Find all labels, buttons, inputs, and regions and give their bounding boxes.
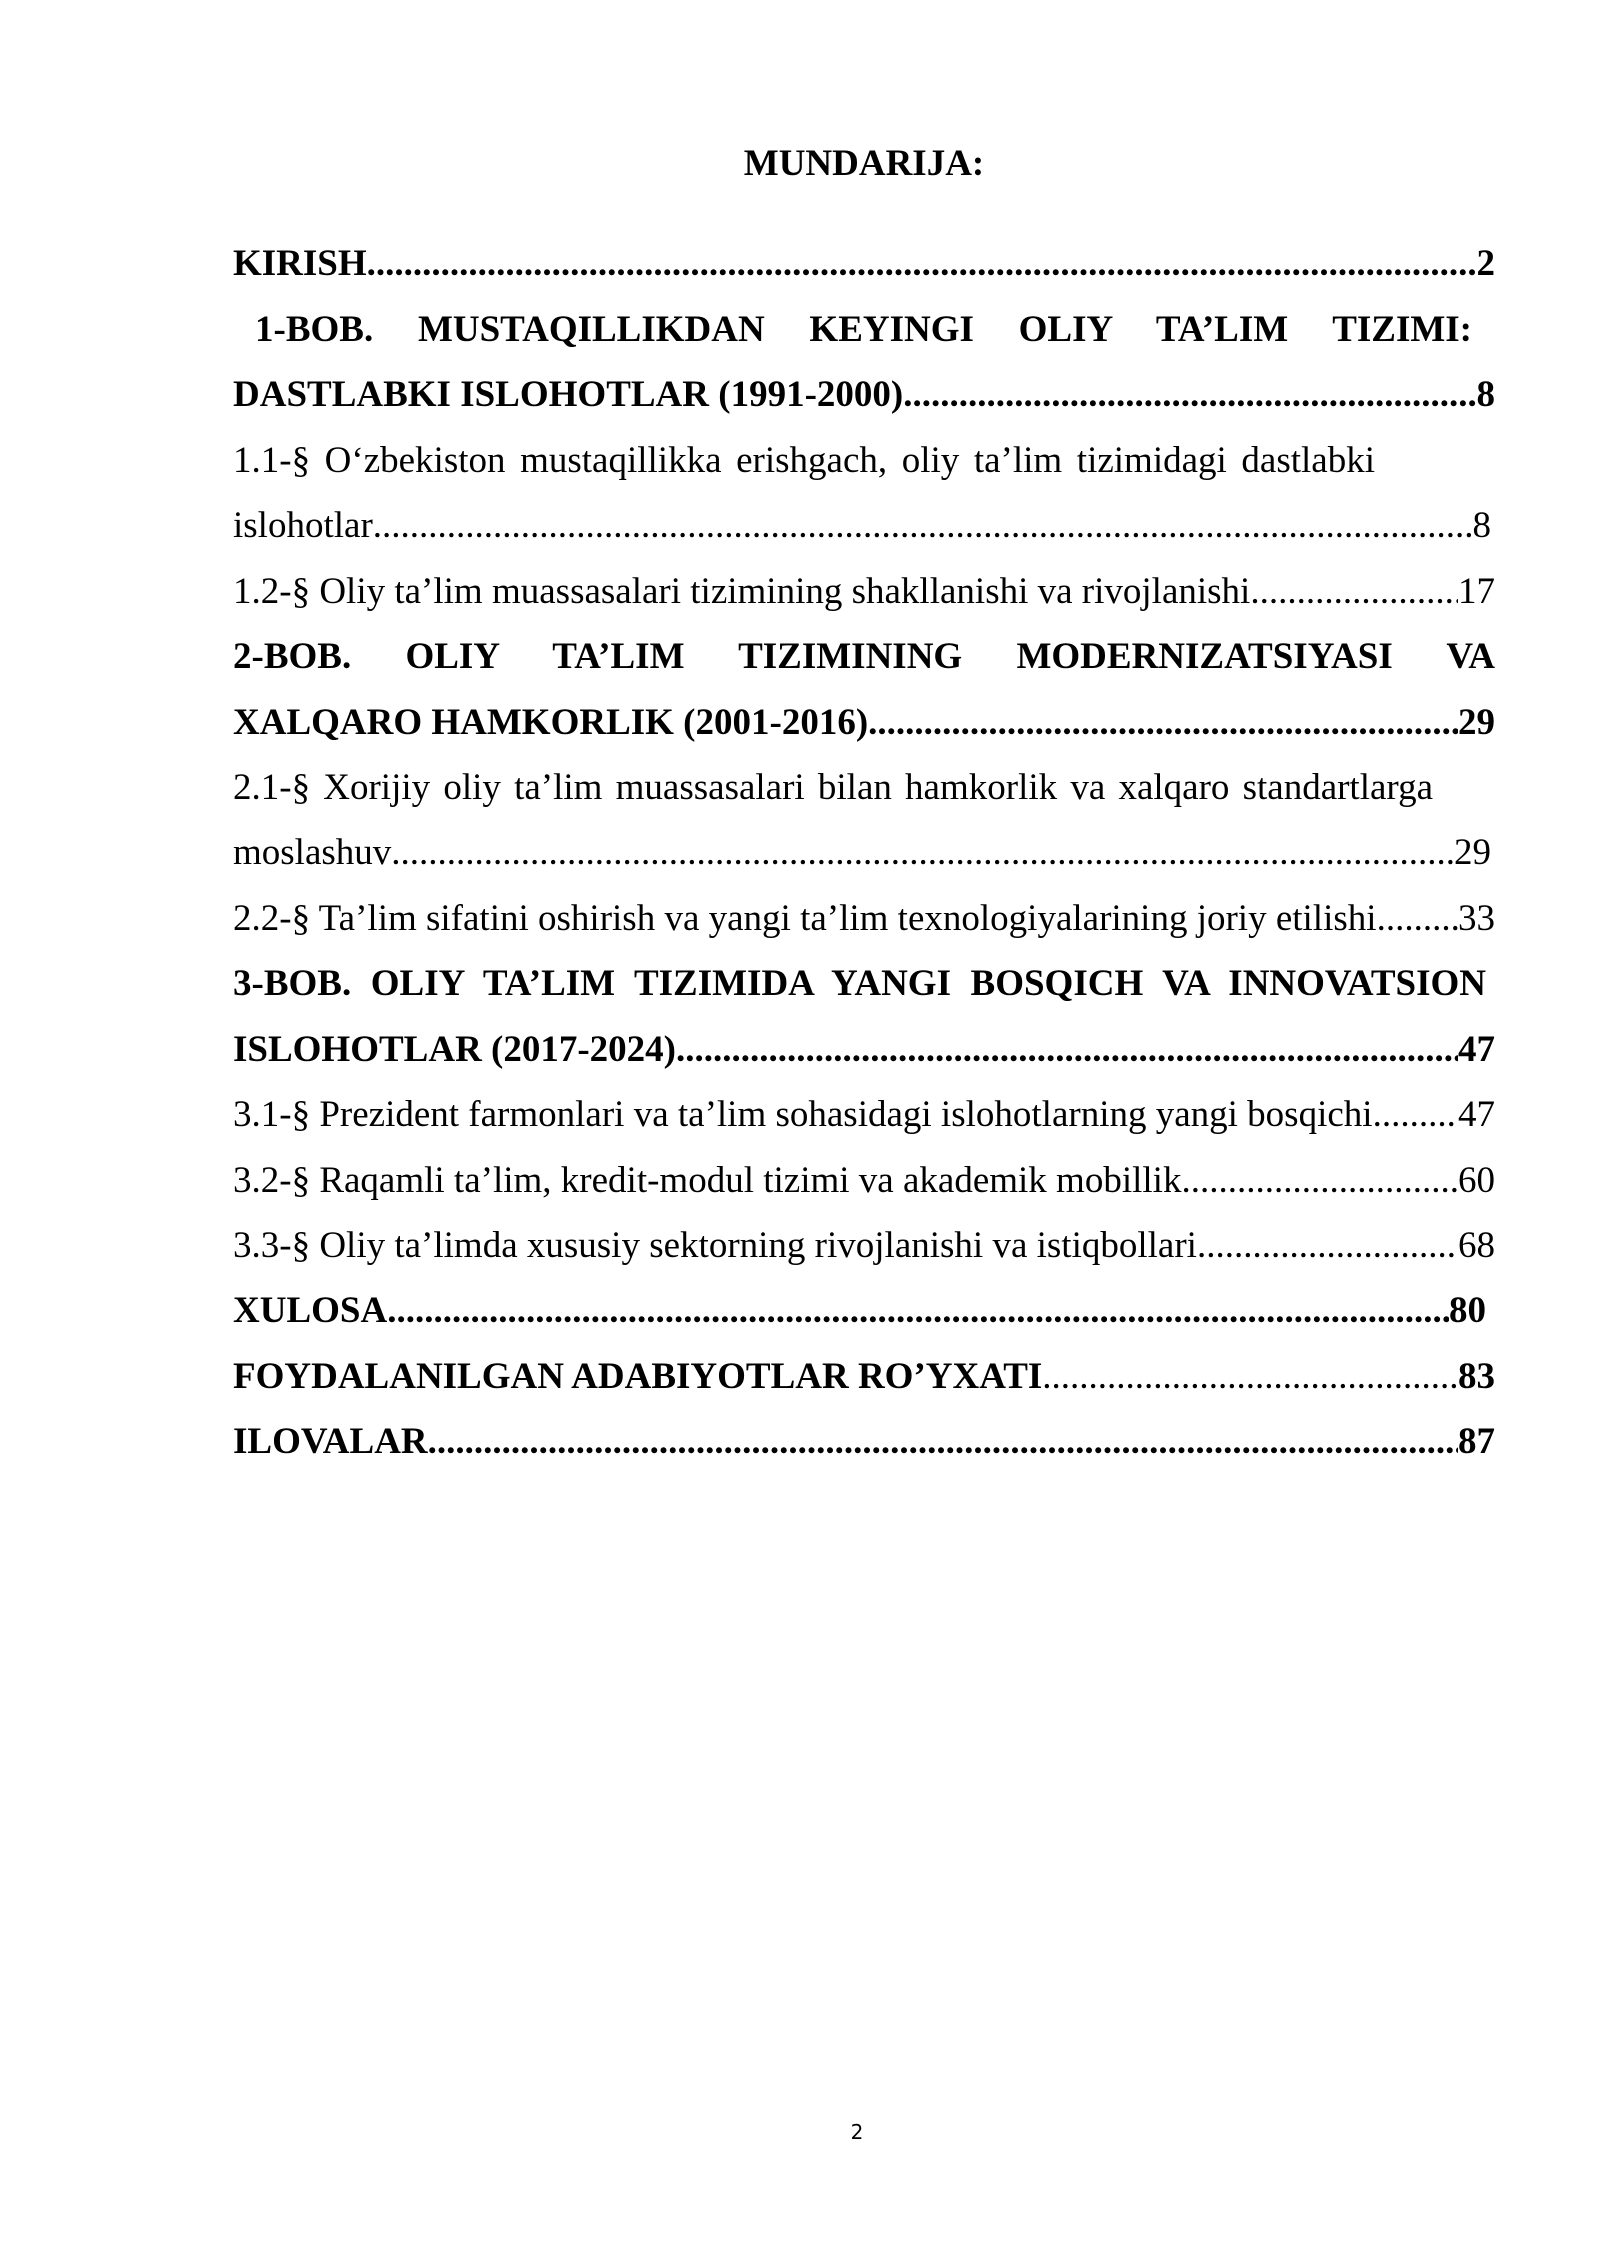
- toc-page-number: 47: [1458, 1094, 1495, 1136]
- toc-leader: [428, 1409, 1458, 1474]
- toc-label: 3.3-§ Oliy ta’limda xususiy sektorning rivojlanishi va istiqbollari: [233, 1225, 1197, 1266]
- toc-leader: [676, 1017, 1458, 1082]
- toc-label: XALQARO HAMKORLIK (2001-2016): [233, 701, 869, 743]
- toc-page-number: 8: [1472, 505, 1491, 547]
- toc-page-number: 8: [1476, 374, 1495, 416]
- toc-page-number: 29: [1454, 832, 1491, 874]
- toc-page-number: 29: [1458, 701, 1495, 743]
- toc-section-heading: 1.1-§ O‘zbekiston mustaqillikka erishgach, oliy ta’lim tizimidagi dastlabki: [233, 439, 1375, 481]
- toc-entry: [233, 1213, 1495, 1278]
- toc-page-number: 60: [1458, 1159, 1495, 1201]
- toc-entry: [233, 820, 1495, 885]
- page-number: 2: [850, 2120, 864, 2144]
- toc-label: DASTLABKI ISLOHOTLAR (1991-2000): [233, 374, 904, 416]
- toc-page-number: 2: [1476, 243, 1495, 285]
- toc-page-number: 33: [1458, 897, 1495, 939]
- toc-entry: [233, 1148, 1495, 1213]
- table-of-contents: [233, 131, 1495, 1475]
- toc-leader: [1250, 559, 1458, 624]
- toc-page-number: 87: [1458, 1421, 1495, 1463]
- toc-entry: [233, 1017, 1495, 1082]
- toc-leader: [1181, 1148, 1458, 1213]
- toc-label: ISLOHOTLAR (2017-2024): [233, 1028, 677, 1070]
- toc-label: islohotlar: [233, 505, 373, 547]
- toc-leader: [373, 493, 1473, 558]
- toc-leader: [1042, 1344, 1458, 1409]
- toc-chapter-heading: 1-BOB. MUSTAQILLIKDAN KEYINGI OLIY TA’LIM TIZIMI:: [255, 308, 1472, 350]
- toc-leader: [868, 690, 1458, 755]
- toc-leader: [903, 362, 1476, 427]
- toc-entry: [233, 886, 1495, 951]
- toc-page-number: 47: [1458, 1028, 1495, 1070]
- toc-leader: [367, 231, 1477, 296]
- toc-leader: [387, 1278, 1449, 1343]
- toc-entry: [233, 1278, 1495, 1343]
- toc-label: moslashuv: [233, 832, 392, 874]
- toc-page-number: 17: [1458, 570, 1495, 612]
- toc-page-number: 83: [1458, 1355, 1495, 1397]
- toc-section-heading: 2.1-§ Xorijiy oliy ta’lim muassasalari bilan hamkorlik va xalqaro standartlarga: [233, 766, 1433, 808]
- toc-label: FOYDALANILGAN ADABIYOTLAR RO’YXATI: [233, 1355, 1043, 1397]
- toc-chapter-heading: 3-BOB. OLIY TA’LIM TIZIMIDA YANGI BOSQICH VA INNOVATSION: [233, 963, 1486, 1005]
- toc-label: KIRISH: [233, 243, 367, 285]
- toc-entry: [233, 690, 1495, 755]
- toc-leader: [1373, 1082, 1458, 1147]
- page-title: MUNDARIJA:: [743, 143, 985, 184]
- toc-page-number: 80: [1449, 1290, 1486, 1332]
- toc-entry: [233, 1344, 1495, 1409]
- toc-label: 3.1-§ Prezident farmonlari va ta’lim sohasidagi islohotlarning yangi bosqichi: [233, 1094, 1373, 1136]
- toc-chapter-heading: 2-BOB. OLIY TA’LIM TIZIMINING MODERNIZATSIYASI VA: [233, 636, 1495, 678]
- toc-entry: [233, 1409, 1495, 1474]
- toc-entry: [233, 1082, 1495, 1147]
- toc-entry: [233, 493, 1495, 558]
- toc-leader: [1197, 1213, 1458, 1278]
- toc-label: XULOSA: [233, 1290, 388, 1332]
- toc-entry: [233, 559, 1495, 624]
- toc-entry: [233, 231, 1495, 296]
- toc-leader: [391, 820, 1454, 885]
- toc-page-number: 68: [1458, 1225, 1495, 1266]
- toc-leader: [1377, 886, 1458, 951]
- toc-label: 2.2-§ Ta’lim sifatini oshirish va yangi ta’lim texnologiyalarining joriy etilishi: [233, 897, 1377, 939]
- toc-label: 3.2-§ Raqamli ta’lim, kredit-modul tizimi va akademik mobillik: [233, 1159, 1182, 1201]
- toc-label: ILOVALAR: [233, 1421, 428, 1463]
- toc-label: 1.2-§ Oliy ta’lim muassasalari tizimining shakllanishi va rivojlanishi: [233, 570, 1251, 612]
- toc-entry: [233, 362, 1495, 427]
